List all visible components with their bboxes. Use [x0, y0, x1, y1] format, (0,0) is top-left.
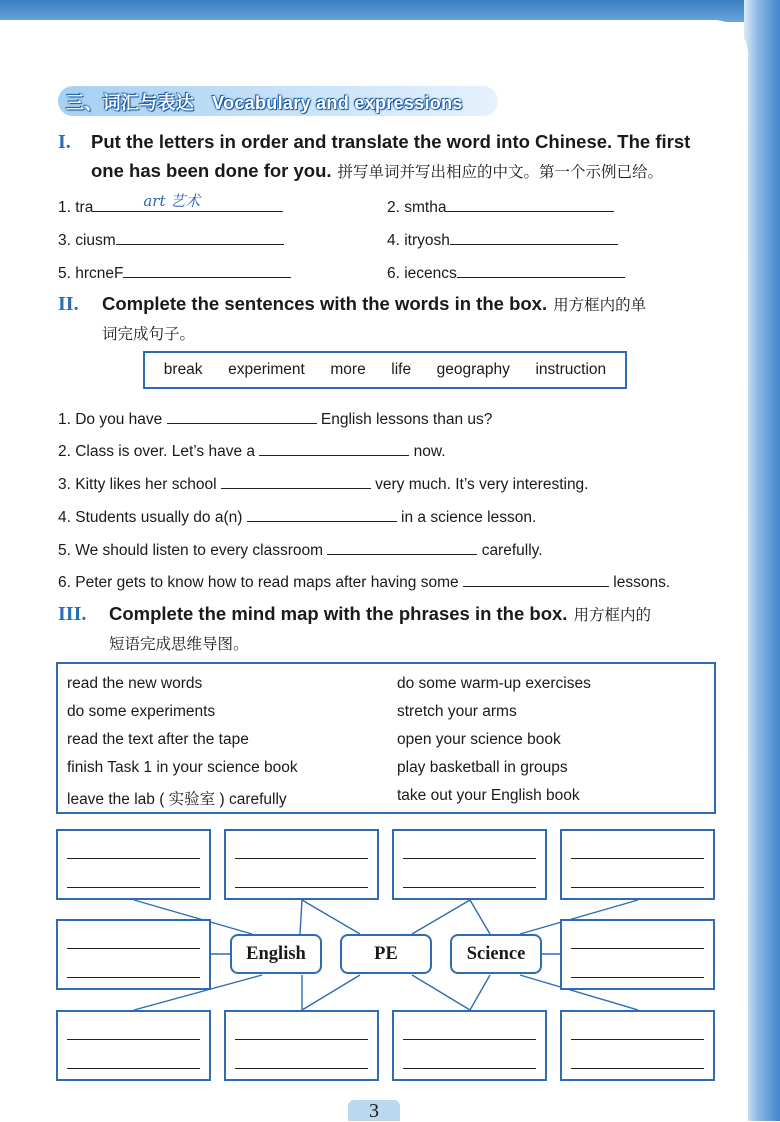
connector-line: [300, 900, 302, 934]
subject-node-english: English: [230, 934, 322, 974]
mind-map-answer-box[interactable]: [560, 1010, 715, 1081]
sentence-after: carefully.: [481, 542, 543, 559]
subject-node-science: Science: [450, 934, 542, 974]
section-1-instruction-line1: Put the letters in order and translate the word into Chinese. The first: [91, 131, 691, 152]
section-1-number: I.: [58, 131, 71, 153]
sentence-before: 4. Students usually do a(n): [58, 509, 243, 526]
scramble-item-label: 4. itryosh: [387, 232, 450, 249]
section-3-instruction-en: Complete the mind map with the phrases in the box.: [109, 603, 568, 624]
mind-map-answer-box[interactable]: [56, 829, 211, 900]
section-3-number: III.: [58, 603, 87, 625]
section-3-instruction-cn: 用方框内的: [573, 607, 651, 624]
phrase-item: take out your English book: [397, 787, 580, 804]
sentence-after: now.: [413, 443, 446, 460]
word-box-item: geography: [436, 361, 510, 378]
phrase-item: do some experiments: [67, 703, 216, 720]
sentence-before: 5. We should listen to every classroom: [58, 542, 324, 559]
phrase-item: stretch your arms: [397, 703, 517, 720]
page-number: 3: [348, 1100, 400, 1121]
mind-map-answer-box[interactable]: [560, 829, 715, 900]
section-2-number: II.: [58, 293, 79, 315]
sentence-before: 6. Peter gets to know how to read maps after having some: [58, 574, 459, 591]
scramble-item-label: 5. hrcneF: [58, 265, 124, 282]
connector-line: [302, 975, 360, 1010]
phrase-item: read the text after the tape: [67, 731, 249, 748]
phrase-item: open your science book: [397, 731, 561, 748]
mind-map-answer-box[interactable]: [56, 1010, 211, 1081]
mind-map-answer-box[interactable]: [224, 829, 379, 900]
section-3-instruction-line2: 短语完成思维导图。: [109, 636, 249, 653]
mind-map-answer-box[interactable]: [560, 919, 715, 990]
word-box-item: experiment: [228, 361, 305, 378]
section-2-instruction-cn: 用方框内的单: [553, 297, 647, 314]
mind-map-answer-box[interactable]: [56, 919, 211, 990]
word-box-item: more: [330, 361, 366, 378]
scramble-item-label: 6. iecencs: [387, 265, 457, 282]
mind-map-answer-box[interactable]: [392, 829, 547, 900]
connector-line: [412, 900, 470, 934]
phrase-item: leave the lab ( 实验室 ) carefully: [67, 791, 287, 808]
phrase-item: read the new words: [67, 675, 203, 692]
phrase-item: do some warm-up exercises: [397, 675, 591, 692]
scramble-item-label: 1. tra: [58, 199, 94, 216]
phrase-item: play basketball in groups: [397, 759, 568, 776]
example-answer: art 艺术: [143, 192, 201, 210]
sentence-before: 3. Kitty likes her school: [58, 476, 217, 493]
section-2-instruction-line2: 词完成句子。: [102, 326, 196, 343]
word-box-item: instruction: [535, 361, 607, 378]
mind-map-answer-box[interactable]: [392, 1010, 547, 1081]
sentence-before: 1. Do you have: [58, 411, 163, 428]
mind-map-answer-box[interactable]: [224, 1010, 379, 1081]
scramble-item-label: 3. ciusm: [58, 232, 116, 249]
word-box-item: break: [163, 361, 203, 378]
connector-line: [302, 900, 360, 934]
section-1-instruction-cn: 拼写单词并写出相应的中文。第一个示例已给。: [337, 164, 664, 181]
banner-title-en: Vocabulary and expressions: [212, 93, 463, 113]
scramble-item-label: 2. smtha: [387, 199, 447, 216]
sentence-after: in a science lesson.: [401, 509, 537, 526]
connector-line: [470, 975, 490, 1010]
sentence-after: very much. It’s very interesting.: [375, 476, 589, 493]
sentence-after: lessons.: [613, 574, 671, 591]
connector-line: [470, 900, 490, 934]
phrase-item: finish Task 1 in your science book: [67, 759, 298, 776]
banner-title-cn: 三、词汇与表达: [66, 93, 195, 113]
section-2-instruction-en: Complete the sentences with the words in the box.: [102, 293, 548, 314]
sentence-after: English lessons than us?: [320, 411, 493, 428]
sentence-before: 2. Class is over. Let’s have a: [58, 443, 256, 460]
section-1-instruction-en: one has been done for you.: [91, 160, 332, 181]
connector-line: [412, 975, 470, 1010]
word-box-item: life: [391, 361, 412, 378]
subject-node-pe: PE: [340, 934, 432, 974]
